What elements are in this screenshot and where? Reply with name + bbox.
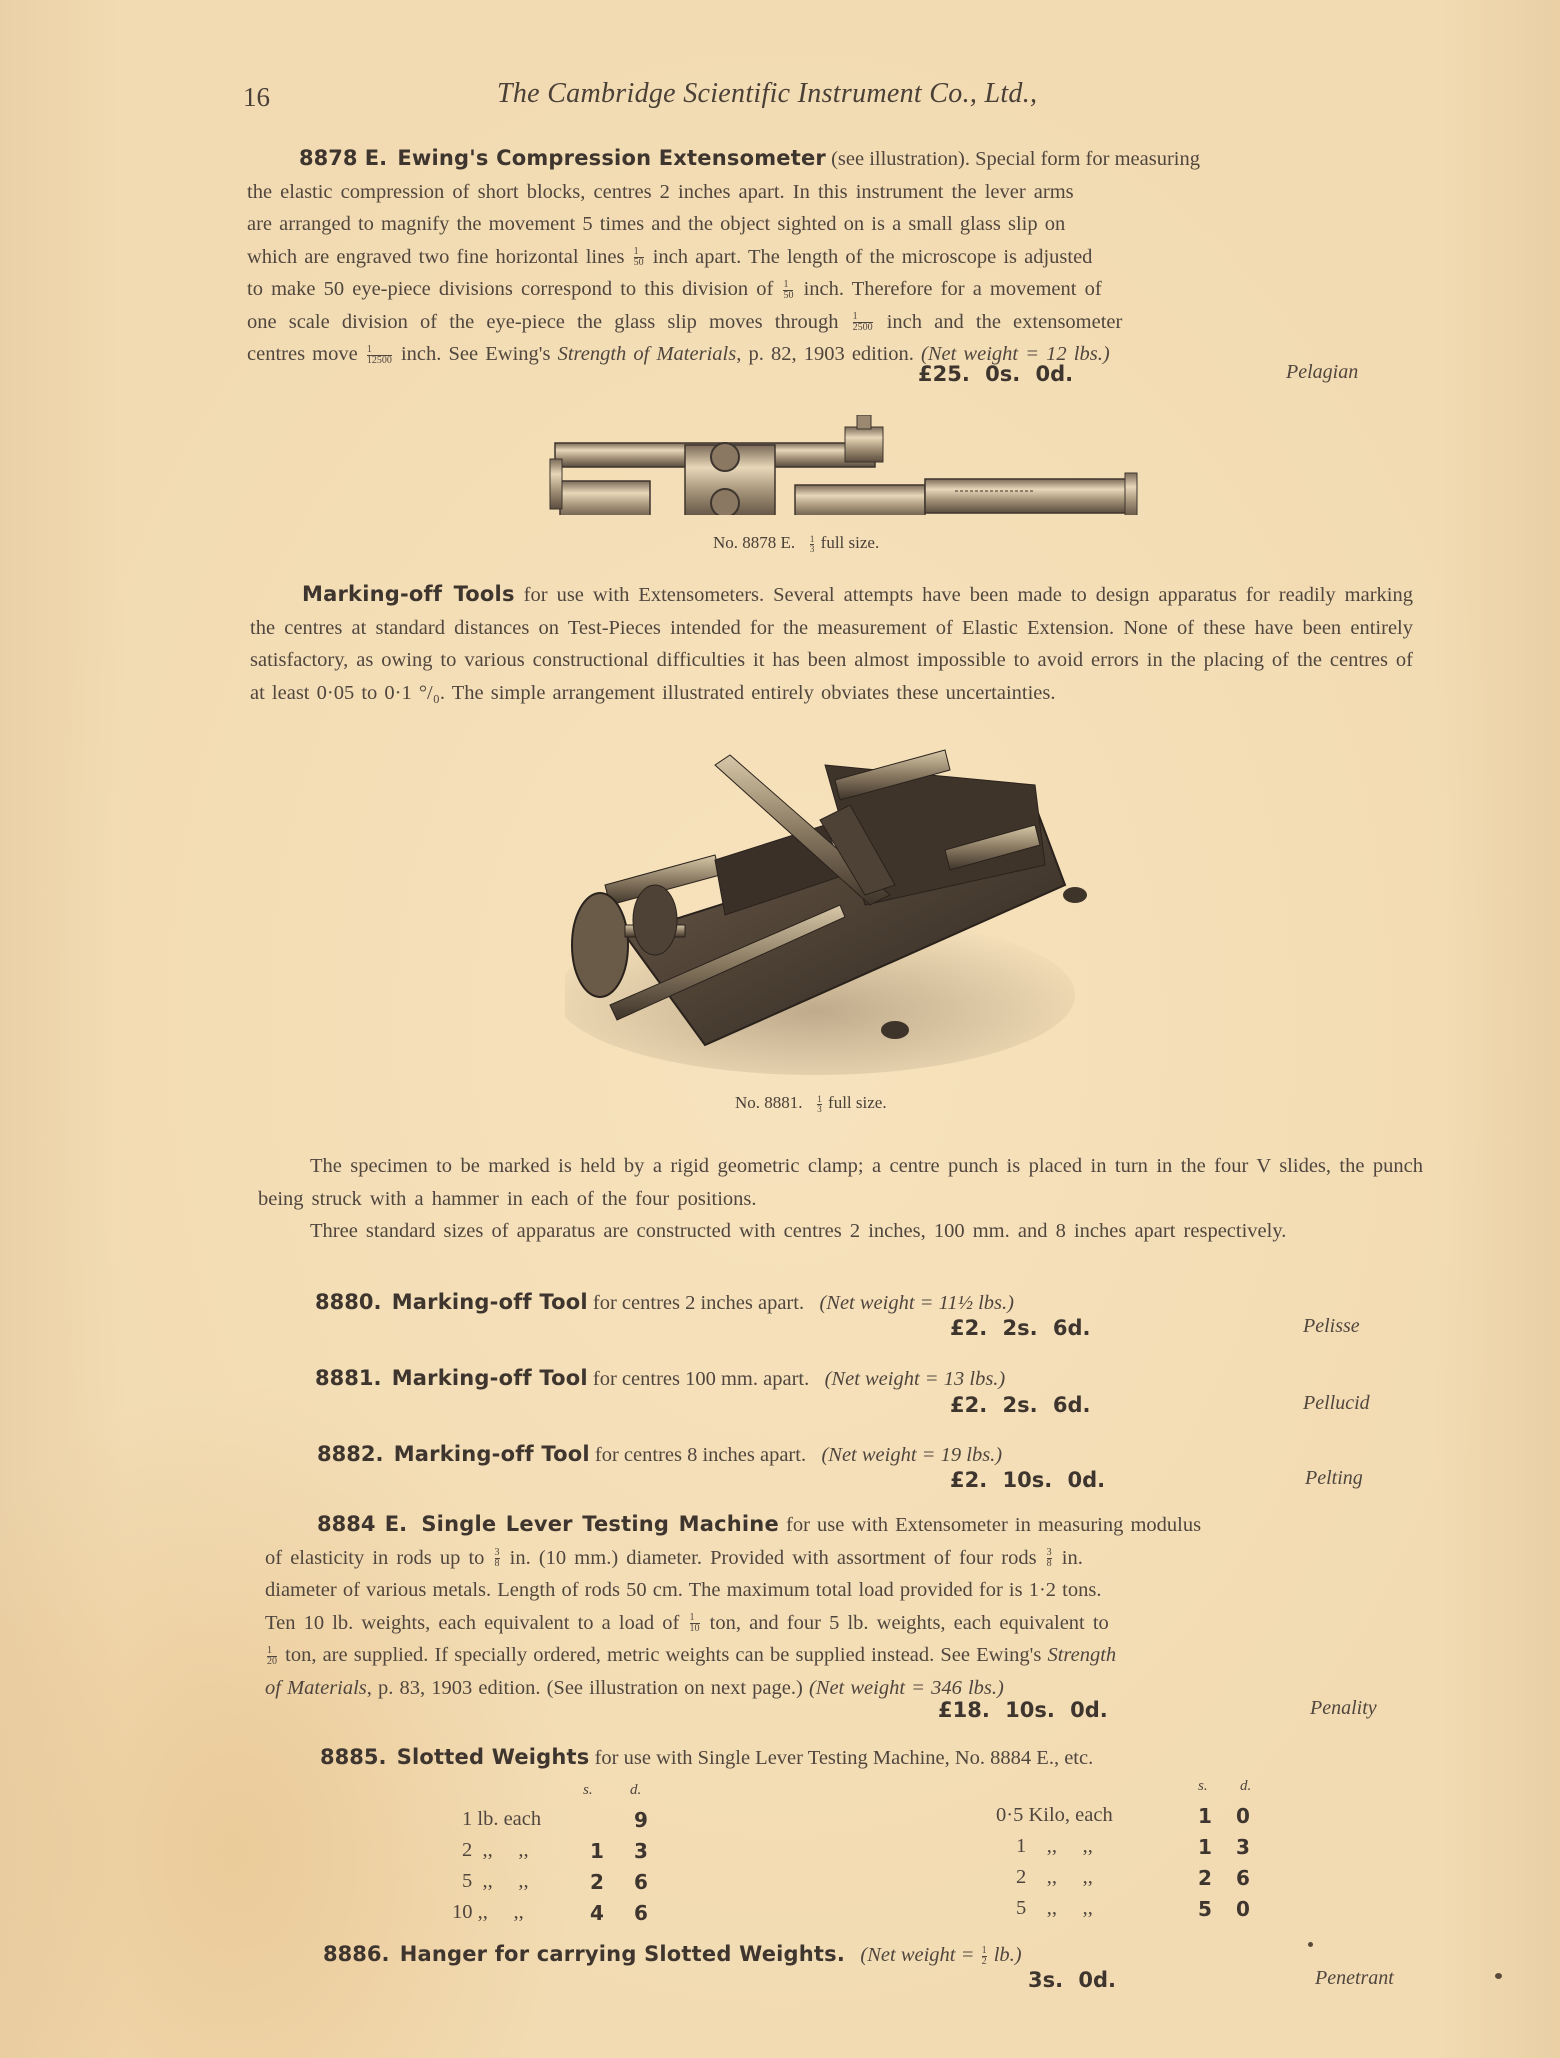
item-8884e-description: 8884 E. Single Lever Testing Machine for use with Extensometer in measuring modulus of elasticity in rods up to $\frac{3}{8}$ in. (10 mm.) diameter. Provided with assortment of four rods $\frac{3}{8}$ in. diameter of various metals. Length of rods 50 cm. The maximum total load provided for is 1·2 tons. Ten 10 lb. weights, each equivalent to a load of $\frac{1}{10}$ ton, and four 5 lb. weights, each equivalent to $\frac{1}{20}$ ton, are supplied. If specially ordered, metric weights can be supplied instead. See Ewing's Strength of Materials, p. 83, 1903 edition. (See illustration on next page.) (Net weight = 346 lbs.) <box>265 1512 1202 1699</box>
paper-blemish <box>1495 1973 1502 1979</box>
net-weight: (Net weight = 13 lbs.) <box>824 1368 1006 1390</box>
table-row: 0·5 Kilo, each <box>996 1804 1113 1826</box>
extensometer-caption: No. 8878 E. $\frac{1}{3}$ full size. <box>713 533 880 554</box>
column-header-d: d. <box>630 1782 642 1798</box>
fraction: $\frac{1}{50}$ <box>783 278 794 301</box>
net-weight: (Net weight = 12 lbs.) <box>921 343 1110 365</box>
section-title: Marking-off Tools <box>302 582 515 606</box>
pivot-lower <box>711 489 739 515</box>
item-price: £25. 0s. 0d. <box>918 362 1074 386</box>
fraction: $\frac{1}{12500}$ <box>366 343 392 366</box>
marking-off-tool-illustration <box>565 745 1095 1075</box>
sizes-paragraph: Three standard sizes of apparatus are constructed with centres 2 inches, 100 mm. and 8 inches apart respectively. <box>310 1220 1287 1242</box>
item-price: £2. 10s. 0d. <box>950 1468 1106 1492</box>
item-price: £18. 10s. 0d. <box>938 1698 1108 1722</box>
left-cylinder <box>560 481 650 515</box>
net-weight: (Net weight = 11½ lbs.) <box>819 1292 1014 1314</box>
item-8881: 8881. Marking-off Tool for centres 100 mm. apart. (Net weight = 13 lbs.) <box>315 1366 1006 1390</box>
table-row: 1 ,, ,, <box>1016 1835 1093 1857</box>
item-8878e-description: 8878 E. Ewing's Compression Extensometer (see illustration). Special form for measuring the elastic compression of short blocks, centres 2 inches apart. In this instrument the lever arms are arranged to magnify the movement 5 times and the object sighted on is a small glass slip on which are engraved two fine horizontal lines $\frac{1}{50}$ inch apart. The length of the microscope is adjusted to make 50 eye-piece divisions correspond to this division of $\frac{1}{50}$ inch. Therefore for a movement of one scale division of the eye-piece the glass slip moves through $\frac{1}{2500}$ inch and the extensometer centres move $\frac{1}{12500}$ inch. See Ewing's Strength of Materials, p. 82, 1903 edition. (Net weight = 12 lbs.) <box>247 146 1200 366</box>
item-8886: 8886. Hanger for carrying Slotted Weights. (Net weight = $\frac{1}{2}$ lb.) <box>323 1942 1022 1967</box>
paper-blemish <box>1308 1942 1313 1947</box>
item-code: 8878 E. <box>299 146 388 170</box>
net-weight: (Net weight = 346 lbs.) <box>808 1676 1004 1699</box>
item-8880: 8880. Marking-off Tool for centres 2 inches apart. (Net weight = 11½ lbs.) <box>315 1290 1014 1314</box>
table-row: 5 ,, ,, <box>1016 1897 1093 1919</box>
pivot-upper <box>711 443 739 471</box>
item-code-word: Penetrant <box>1315 1967 1394 1989</box>
item-code-word: Penality <box>1310 1697 1377 1719</box>
column-header-s: s. <box>1198 1778 1208 1794</box>
running-title: The Cambridge Scientific Instrument Co., Ltd., <box>497 78 1038 109</box>
fraction: $\frac{1}{2500}$ <box>852 311 873 334</box>
table-row: 5 ,, ,, <box>462 1870 529 1892</box>
item-title: Single Lever Testing Machine <box>421 1512 779 1536</box>
extensometer-illustration <box>545 415 1145 515</box>
item-code-word: Pelting <box>1305 1467 1363 1489</box>
slide-block <box>795 485 925 515</box>
item-code: 8884 E. <box>317 1512 408 1536</box>
clamp-wheel <box>572 893 628 997</box>
item-code-word: Pelagian <box>1286 361 1359 383</box>
fraction: $\frac{1}{50}$ <box>633 246 644 269</box>
item-code-word: Pelisse <box>1303 1315 1360 1337</box>
marking-off-intro: Marking-off Tools for use with Extensometers. Several attempts have been made to design apparatus for readily marking the centres at standard distances on Test-Pieces intended for the measurement of Elastic Extension. None of these have been entirely satisfactory, as owing to various constructional difficulties it has been almost impossible to avoid errors in the placing of the centres of at least 0·05 to 0·1 °/₀. The simple arrangement illustrated entirely obviates these uncertainties. <box>250 582 1413 704</box>
item-8882: 8882. Marking-off Tool for centres 8 inches apart. (Net weight = 19 lbs.) <box>317 1442 1003 1466</box>
item-price: 3s. 0d. <box>1028 1968 1117 1992</box>
column-header-d: d. <box>1240 1778 1252 1794</box>
net-weight: (Net weight = $\frac{1}{2}$ lb.) <box>860 1944 1022 1967</box>
table-row: 2 ,, ,, <box>462 1839 529 1861</box>
item-code-word: Pellucid <box>1303 1392 1370 1414</box>
item-price: £2. 2s. 6d. <box>950 1316 1091 1340</box>
net-weight: (Net weight = 19 lbs.) <box>821 1444 1003 1466</box>
specimen-paragraph: The specimen to be marked is held by a rigid geometric clamp; a centre punch is placed in turn in the four V slides, the punch being struck with a hammer in each of the four positions. <box>258 1155 1423 1210</box>
page-number: 16 <box>243 82 270 112</box>
item-title: Ewing's Compression Extensometer <box>397 146 826 170</box>
table-row: 10 ,, ,, <box>452 1901 524 1923</box>
item-8885: 8885. Slotted Weights for use with Single Lever Testing Machine, No. 8884 E., etc. <box>320 1745 1094 1769</box>
item-price: £2. 2s. 6d. <box>950 1393 1091 1417</box>
column-header-s: s. <box>583 1782 593 1798</box>
microscope-tube <box>925 479 1135 513</box>
table-row: 2 ,, ,, <box>1016 1866 1093 1888</box>
table-row: 1 lb. each <box>462 1808 542 1830</box>
marking-off-tool-caption: No. 8881. $\frac{1}{3}$ full size. <box>735 1093 887 1114</box>
